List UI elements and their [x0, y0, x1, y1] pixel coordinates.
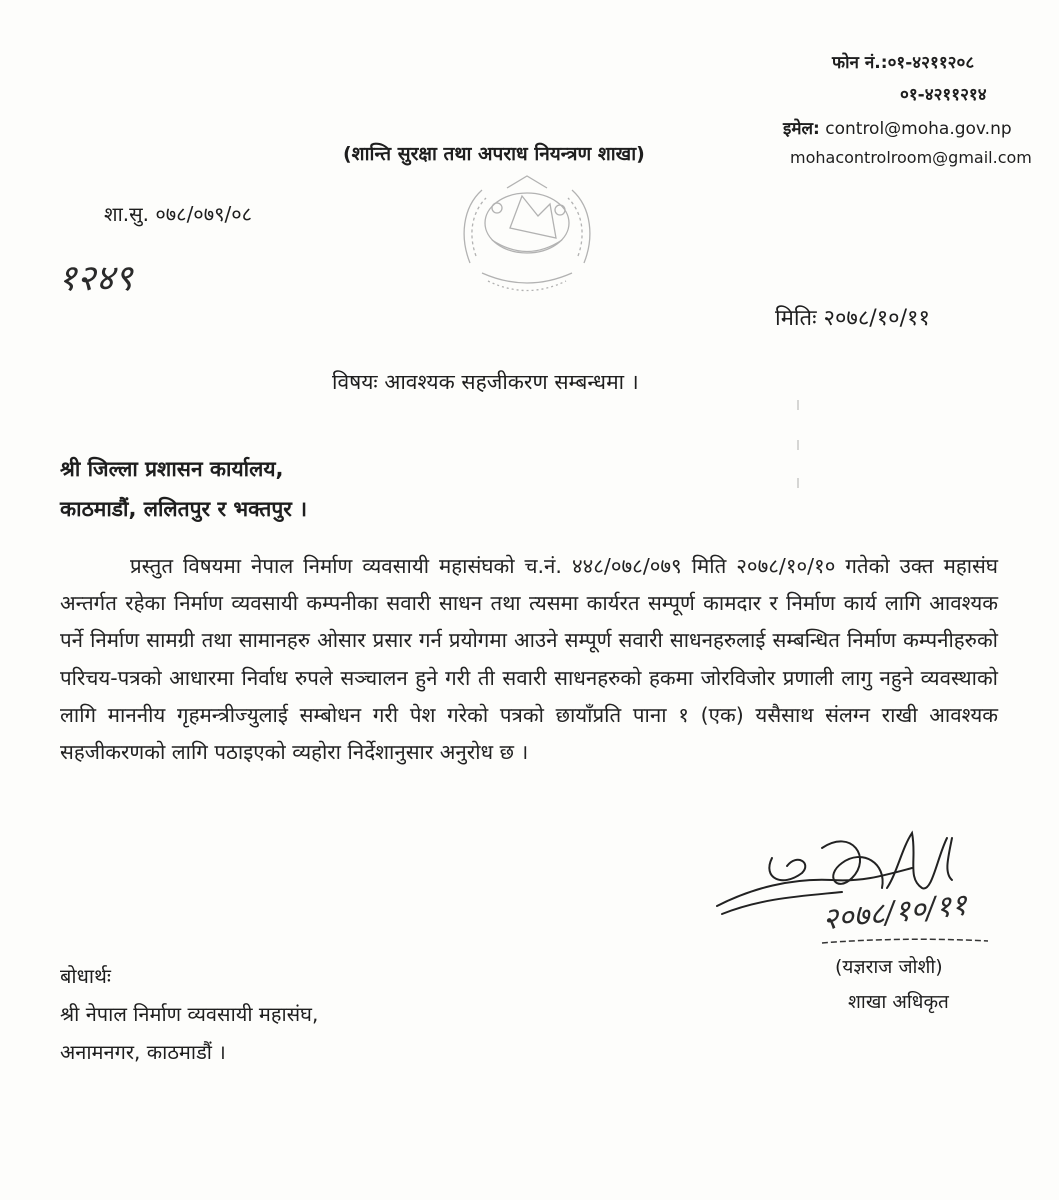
letter-subject: विषयः आवश्यक सहजीकरण सम्बन्धमा ।: [332, 370, 639, 394]
signature-underline-icon: [820, 935, 990, 947]
phone-number-2: ०१-४२११२१४: [900, 85, 987, 105]
phone-number-1: ०१-४२११२०८: [887, 53, 975, 73]
signatory-designation: शाखा अधिकृत: [848, 991, 949, 1013]
phone-line-1: [832, 48, 974, 78]
cc-label: बोधार्थः: [60, 964, 111, 988]
recipient-line-2: काठमाडौं, ललितपुर र भक्तपुर ।: [60, 497, 308, 521]
branch-heading: (शान्ति सुरक्षा तथा अपराध नियन्त्रण शाखा): [343, 143, 645, 165]
email-address-1: control@moha.gov.np: [825, 119, 1012, 139]
government-emblem-icon: [452, 168, 602, 308]
cc-line-1: श्री नेपाल निर्माण व्यवसायी महासंघ,: [60, 1002, 319, 1026]
scan-margin-marks: [790, 400, 810, 520]
signature-handwritten-date: २०७८/१०/११: [820, 887, 969, 938]
cc-line-2: अनामनगर, काठमाडौं ।: [60, 1040, 226, 1064]
dispatch-number: १२४९: [58, 258, 133, 299]
date-value: २०७८/१०/११: [823, 306, 930, 331]
email-line-1: [783, 114, 1012, 144]
phone-label: फोन नं.:: [832, 53, 888, 73]
email-label: इमेल:: [783, 119, 820, 139]
signatory-name: (यज्ञराज जोशी): [835, 956, 943, 978]
letter-reference-number: शा.सु. ०७८/०७९/०८: [104, 202, 253, 226]
email-address-2: mohacontrolroom@gmail.com: [790, 148, 1032, 167]
recipient-line-1: श्री जिल्ला प्रशासन कार्यालय,: [60, 457, 284, 481]
letter-body: प्रस्तुत विषयमा नेपाल निर्माण व्यवसायी महासंघको च.नं. ४४८/०७८/०७९ मिति २०७८/१०/१० गतेको उक्त महासंघ अन्तर्गत रहेका निर्माण व्यवसायी कम्पनीका सवारी साधन तथा त्यसमा कार्यरत सम्पूर्ण कामदार र निर्माण कार्य लागि आवश्यक पर्ने निर्माण सामग्री तथा सामानहरु ओसार प्रसार गर्न प्रयोगमा आउने सम्पूर्ण सवारी साधनहरुलाई सम्बन्धित निर्माण कम्पनीहरुको परिचय-पत्रको आधारमा निर्वाध रुपले सञ्चालन हुने गरी ती सवारी साधनहरुको हकमा जोरविजोर प्रणाली लागु नहुने व्यवस्थाको लागि माननीय गृहमन्त्रीज्युलाई सम्बोधन गरी पेश गरेको पत्रको छायाँप्रति पाना १ (एक) यसैसाथ संलग्न राखी आवश्यक सहजीकरणको लागि पठाइएको व्यहोरा निर्देशानुसार अनुरोध छ ।: [60, 554, 998, 765]
letter-date: [775, 302, 930, 332]
date-label: मितिः: [775, 306, 817, 331]
